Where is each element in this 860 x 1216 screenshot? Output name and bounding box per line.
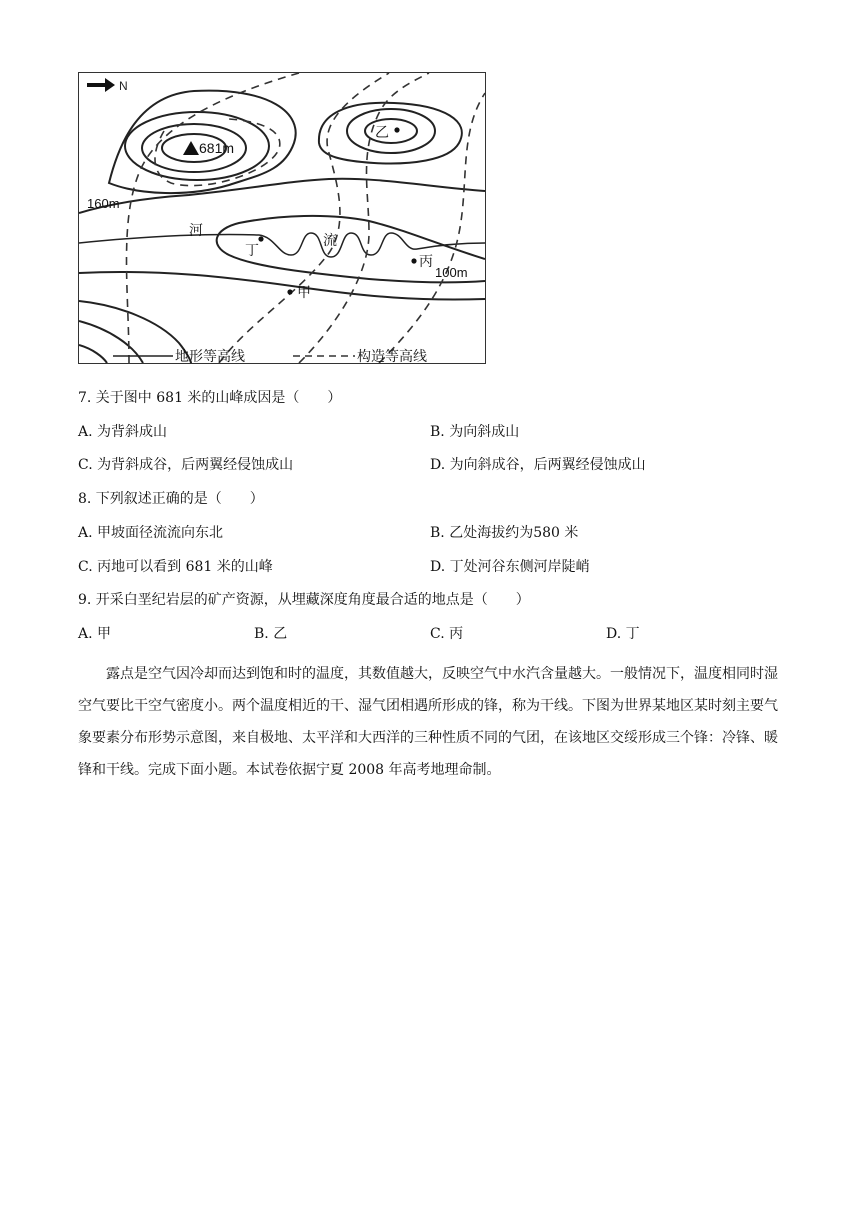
question-9-option-a[interactable]: A. 甲 — [78, 626, 112, 642]
north-label: N — [119, 79, 128, 93]
question-9-stem: 9. 开采白垩纪岩层的矿产资源，从埋藏深度角度最合适的地点是（ ） — [78, 592, 530, 608]
legend-structure-label: 构造等高线 — [357, 348, 427, 363]
map-drawing — [79, 73, 485, 363]
contour-line — [79, 345, 107, 363]
legend-terrain-label: 地形等高线 — [175, 348, 245, 363]
point-bing-label: 丙 — [419, 253, 433, 269]
river-label-he: 河 — [189, 222, 203, 238]
contour-line — [365, 119, 417, 143]
question-7-option-d[interactable]: D. 为向斜成谷，后两翼经侵蚀成山 — [430, 457, 646, 473]
question-7-option-c[interactable]: C. 为背斜成谷，后两翼经侵蚀成山 — [78, 457, 294, 473]
point-jia-marker — [287, 289, 292, 294]
point-jia-label: 甲 — [297, 284, 311, 300]
contour-100-label: 100m — [435, 265, 468, 280]
question-7-stem: 7. 关于图中 681 米的山峰成因是（ ） — [78, 390, 342, 406]
point-ding-marker — [258, 236, 263, 241]
structural-line — [219, 73, 389, 363]
peak-label: 681m — [199, 140, 235, 156]
contour-line — [79, 179, 485, 213]
question-7-option-b[interactable]: B. 为向斜成山 — [430, 424, 520, 440]
contour-line — [319, 103, 462, 164]
passage-paragraph: 露点是空气因冷却而达到饱和时的温度，其数值越大，反映空气中水汽含量越大。一般情况下，温度相同时湿空气要比干空气密度小。两个温度相近的干、湿气团相遇所形成的锋，称为干线。下图为世界某地区某时刻主要气象要素分布形势示意图，来自极地、太平洋和大西洋的三种性质不同的气团，在该地区交绥形成三个锋：冷锋、暖锋和干线。完成下面小题。本试卷依据宁夏 2008 年高考地理命制。 — [78, 666, 778, 778]
structural-line — [299, 73, 429, 363]
river-label-liu: 流 — [323, 232, 337, 248]
question-9-option-d[interactable]: D. 丁 — [606, 626, 640, 642]
question-8-option-c[interactable]: C. 丙地可以看到 681 米的山峰 — [78, 559, 273, 575]
peak-triangle-icon — [183, 141, 199, 155]
question-8-option-b[interactable]: B. 乙处海拔约为580 米 — [430, 525, 579, 541]
topographic-map — [78, 72, 486, 364]
contour-line — [347, 109, 435, 153]
north-arrow-icon — [87, 78, 115, 92]
question-9-option-c[interactable]: C. 丙 — [430, 626, 464, 642]
contour-line — [79, 272, 485, 300]
contour-160-label: 160m — [87, 196, 120, 211]
question-9-option-b[interactable]: B. 乙 — [254, 626, 288, 642]
question-8-option-a[interactable]: A. 甲坡面径流流向东北 — [78, 525, 224, 541]
contour-line — [125, 112, 269, 180]
question-7-option-a[interactable]: A. 为背斜成山 — [78, 424, 168, 440]
point-yi-label: 乙 — [375, 124, 389, 140]
question-8-option-d[interactable]: D. 丁处河谷东侧河岸陡峭 — [430, 559, 590, 575]
point-yi-marker — [394, 127, 399, 132]
point-bing-marker — [411, 258, 416, 263]
point-ding-label: 丁 — [245, 242, 259, 258]
question-8-stem: 8. 下列叙述正确的是（ ） — [78, 491, 264, 507]
